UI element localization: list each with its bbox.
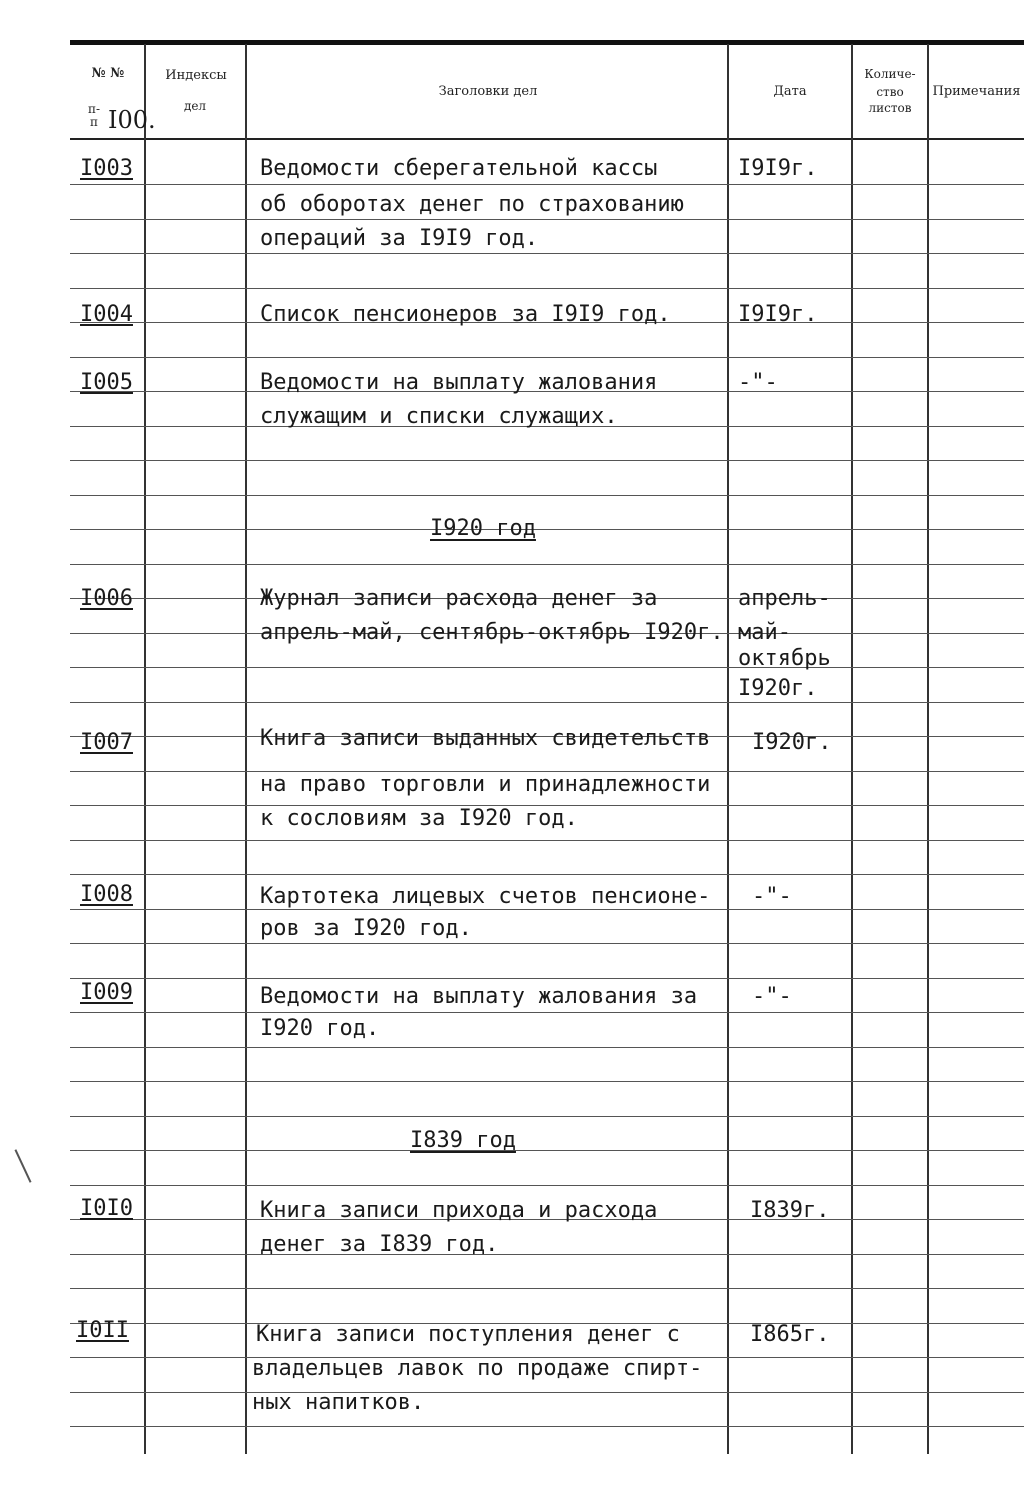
record-title-line: ров за I920 год.: [260, 916, 472, 941]
header-notes-label: Примечания: [932, 84, 1021, 99]
ruled-line: [70, 288, 1024, 289]
record-number: I006: [80, 586, 133, 611]
record-number: I0II: [76, 1318, 129, 1343]
ruled-line: [70, 840, 1024, 841]
record-date: апрель-: [738, 586, 831, 611]
record-title-line: служащим и списки служащих.: [260, 404, 618, 429]
header-sheets-label: ство: [876, 85, 904, 99]
ruled-line: [70, 1254, 1024, 1255]
record-number: I005: [80, 370, 133, 395]
ruled-line: [70, 1150, 1024, 1151]
table-top-border: [70, 40, 1024, 45]
ruled-line: [70, 943, 1024, 944]
record-date: май-: [738, 620, 791, 645]
record-date: I9I9г.: [738, 156, 818, 181]
ruled-line: [70, 460, 1024, 461]
column-rule: [727, 44, 729, 1454]
record-number: I008: [80, 882, 133, 907]
record-title-line: Журнал записи расхода денег за: [260, 586, 658, 611]
column-rule: [927, 44, 929, 1454]
record-title-line: I920 год.: [260, 1016, 380, 1041]
record-date: -"-: [738, 370, 778, 395]
record-title-line: апрель-май, сентябрь-октябрь I920г.: [260, 620, 724, 645]
record-date: I9I9г.: [738, 302, 818, 327]
ruled-line: [70, 1116, 1024, 1117]
record-date: -"-: [752, 884, 792, 909]
record-title-line: Ведомости на выплату жалования за: [260, 984, 698, 1009]
header-index-sub-label: дел: [183, 99, 207, 113]
record-number: I009: [80, 980, 133, 1005]
record-date: -"-: [752, 984, 792, 1009]
ruled-line: [70, 564, 1024, 565]
record-date: I865г.: [750, 1322, 830, 1347]
record-title-line: ных напитков.: [252, 1390, 425, 1415]
record-title-line: владельцев лавок по продаже спирт-: [252, 1356, 703, 1381]
ruled-line: [70, 1047, 1024, 1048]
ruled-line: [70, 184, 1024, 185]
ruled-line: [70, 702, 1024, 703]
record-date: I839г.: [750, 1198, 830, 1223]
ruled-line: [70, 874, 1024, 875]
header-sheets-label: листов: [868, 101, 912, 115]
pencil-mark: [14, 1149, 31, 1182]
header-date-label: Дата: [773, 84, 807, 99]
year-heading: I920 год: [430, 516, 536, 541]
ruled-line: [70, 1426, 1024, 1427]
record-title-line: Ведомости сберегательной кассы: [260, 156, 658, 181]
record-title-line: денег за I839 год.: [260, 1232, 499, 1257]
record-date: I920г.: [752, 730, 832, 755]
ruled-line: [70, 1288, 1024, 1289]
year-heading: I839 год: [410, 1128, 516, 1153]
column-rule: [144, 44, 146, 1454]
record-title-line: Книга записи прихода и расхода: [260, 1198, 658, 1223]
record-date: I920г.: [738, 676, 818, 701]
record-title-line: Книга записи поступления денег с: [256, 1322, 680, 1347]
column-rule: [851, 44, 853, 1454]
ruled-line: [70, 978, 1024, 979]
record-title-line: Картотека лицевых счетов пенсионе-: [260, 884, 711, 909]
record-number: I004: [80, 302, 133, 327]
ruled-line: [70, 1081, 1024, 1082]
ruled-line: [70, 667, 1024, 668]
record-date: октябрь: [738, 646, 831, 671]
ruled-line: [70, 1185, 1024, 1186]
record-title-line: Книга записи выданных свидетельств: [260, 726, 711, 751]
header-bottom-border: [70, 138, 1024, 140]
ruled-line: [70, 1392, 1024, 1393]
record-title-line: к сословиям за I920 год.: [260, 806, 578, 831]
header-num-label: № №: [91, 66, 125, 81]
record-number: I003: [80, 156, 133, 181]
record-number: I007: [80, 730, 133, 755]
ruled-line: [70, 253, 1024, 254]
ruled-line: [70, 909, 1024, 910]
column-rule: [245, 44, 247, 1454]
header-sheets-label: Количе-: [864, 67, 916, 81]
ruled-line: [70, 357, 1024, 358]
record-number: I0I0: [80, 1196, 133, 1221]
handwritten-sheet-number: I00.: [108, 106, 156, 134]
record-title-line: Ведомости на выплату жалования: [260, 370, 658, 395]
ruled-line: [70, 495, 1024, 496]
ruled-line: [70, 219, 1024, 220]
record-title-line: Список пенсионеров за I9I9 год.: [260, 302, 671, 327]
ruled-line: [70, 1012, 1024, 1013]
header-title-label: Заголовки дел: [438, 84, 538, 99]
record-title-line: операций за I9I9 год.: [260, 226, 539, 251]
record-title-line: на право торговли и принадлежности: [260, 772, 711, 797]
record-title-line: об оборотах денег по страхованию: [260, 192, 684, 217]
header-index-label: Индексы: [165, 68, 227, 83]
header-num-sub-label: п-п: [87, 102, 101, 129]
ruled-line: [70, 529, 1024, 530]
